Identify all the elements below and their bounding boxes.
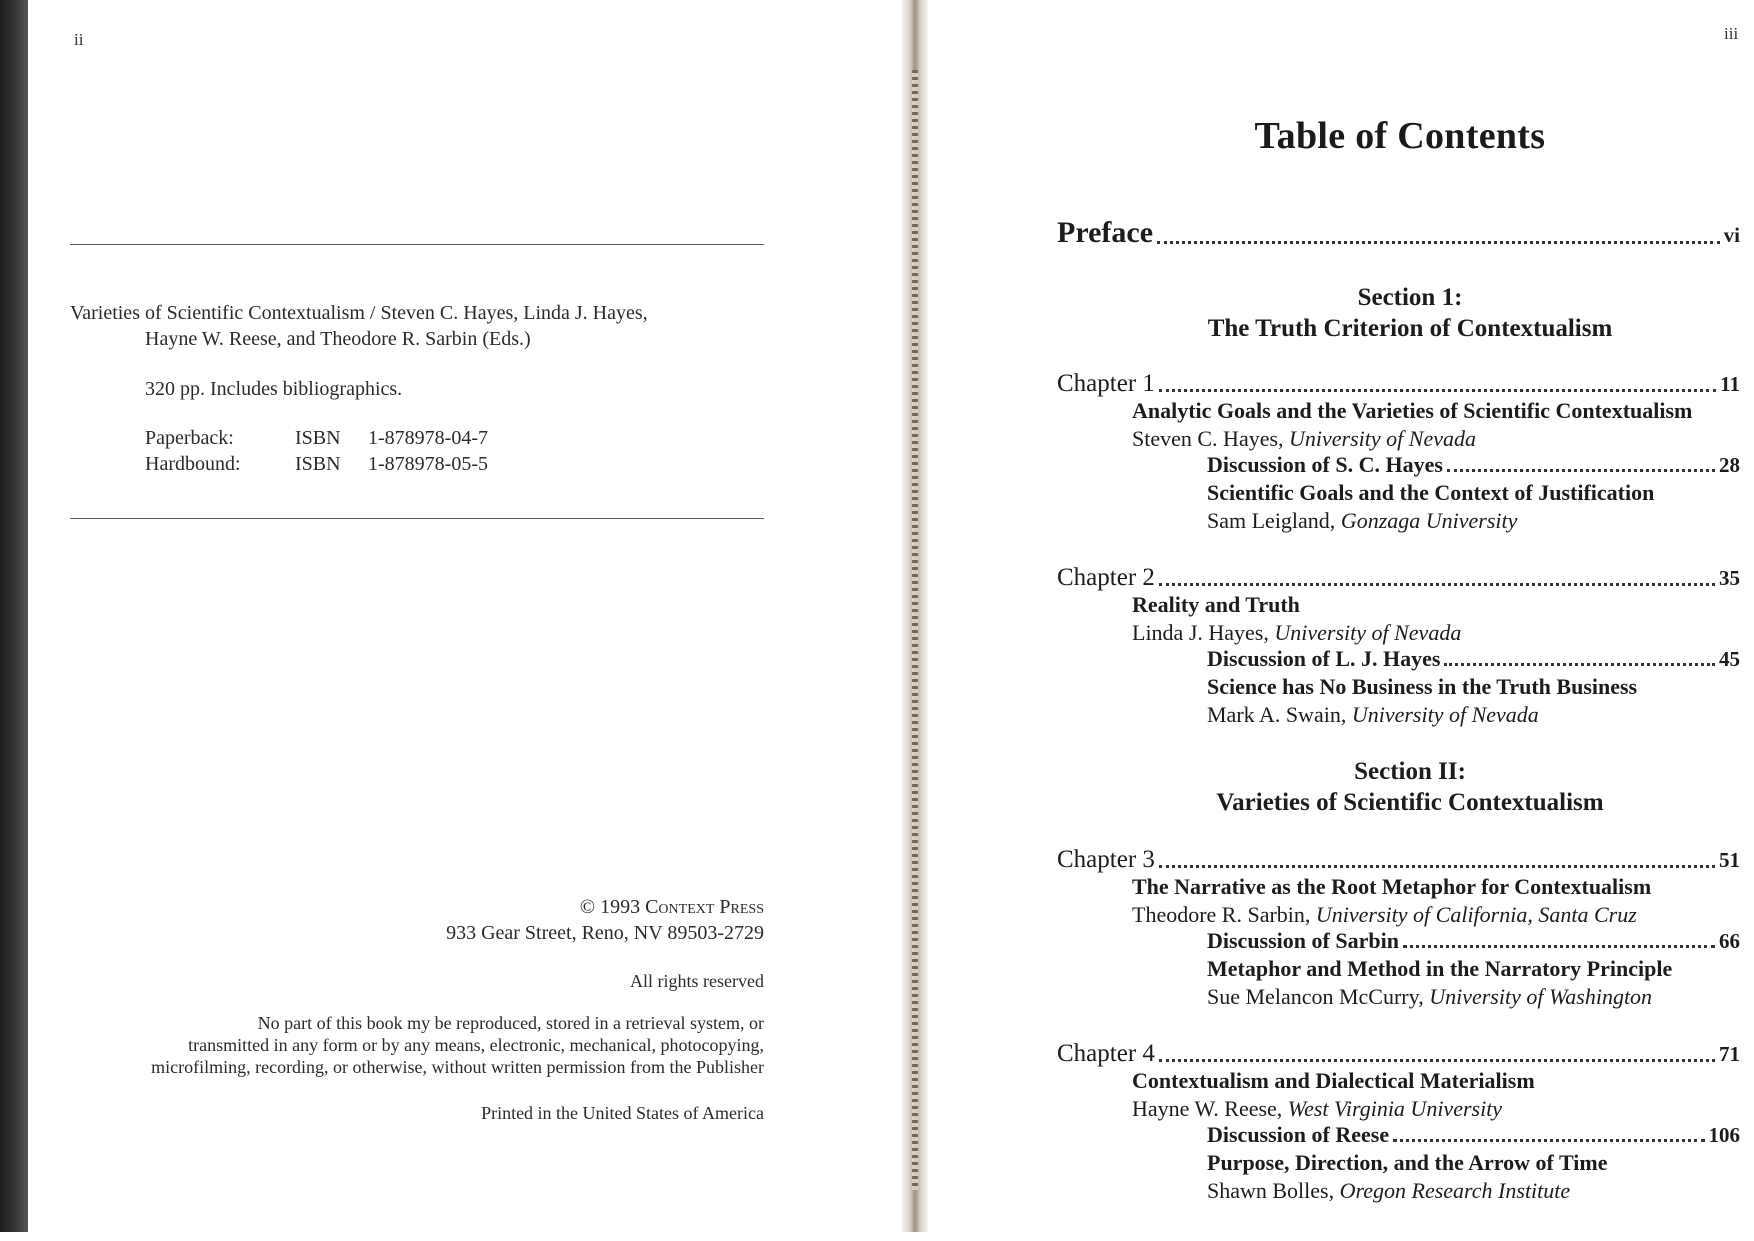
printed-in: Printed in the United States of America xyxy=(481,1103,764,1123)
chapter-title: The Narrative as the Root Metaphor for Contextualism xyxy=(1132,874,1652,899)
page-bottom-edge xyxy=(0,1232,1754,1241)
page-ref: 45 xyxy=(1719,647,1740,671)
chapter-author xyxy=(1132,426,1476,452)
author-name: Linda J. Hayes, xyxy=(1132,620,1269,645)
page-ref: 66 xyxy=(1719,929,1740,953)
section-label: Section 1: xyxy=(1357,284,1463,311)
chapter-title: Contextualism and Dialectical Materialism xyxy=(1132,1068,1535,1093)
dot-leader xyxy=(1159,1059,1715,1062)
dot-leader xyxy=(1159,583,1715,586)
author-affiliation: West Virginia University xyxy=(1287,1096,1503,1121)
pages-info: 320 pp. Includes bibliographics. xyxy=(145,378,403,400)
chapter-label: Chapter 3 xyxy=(1057,846,1155,873)
discussion-label: Discussion of Reese xyxy=(1207,1122,1390,1147)
dot-leader xyxy=(1393,1139,1704,1142)
section-subtitle: The Truth Criterion of Contextualism xyxy=(1207,315,1613,342)
isbn-label: ISBN xyxy=(295,453,341,475)
author-name: Theodore R. Sarbin, xyxy=(1132,902,1311,927)
citation-line-2: Hayne W. Reese, and Theodore R. Sarbin (Eds.) xyxy=(145,328,531,350)
binding-stitch xyxy=(912,70,918,1190)
chapter-title: Analytic Goals and the Varieties of Scientific Contextualism xyxy=(1132,398,1693,423)
page-ref: 71 xyxy=(1719,1042,1740,1066)
author-name: Hayne W. Reese, xyxy=(1132,1096,1283,1121)
isbn-label: ISBN xyxy=(295,427,341,449)
discussion-label: Discussion of S. C. Hayes xyxy=(1207,452,1443,477)
bottom-rule xyxy=(70,518,764,519)
dot-leader xyxy=(1403,945,1715,948)
isbn-number: 1-878978-05-5 xyxy=(368,453,488,475)
dot-leader xyxy=(1159,865,1715,868)
page-ref: 11 xyxy=(1720,372,1740,396)
author-affiliation: University of Nevada xyxy=(1351,702,1539,727)
notice-line: transmitted in any form or by any means, electronic, mechanical, photocopying, xyxy=(188,1035,764,1055)
chapter-label: Chapter 4 xyxy=(1057,1040,1155,1067)
response-title: Science has No Business in the Truth Business xyxy=(1207,674,1638,699)
page-number-left: ii xyxy=(74,30,84,49)
dot-leader xyxy=(1447,469,1715,472)
publisher-name: Context Press xyxy=(645,896,764,918)
copyright-year: © 1993 xyxy=(579,896,641,918)
response-author xyxy=(1207,1178,1570,1204)
author-affiliation: Oregon Research Institute xyxy=(1339,1178,1571,1203)
chapter-label: Chapter 2 xyxy=(1057,564,1155,591)
chapter-title: Reality and Truth xyxy=(1132,592,1300,617)
toc-entry-chapter[interactable] xyxy=(1057,846,1740,874)
section-label: Section II: xyxy=(1354,758,1466,785)
chapter-author xyxy=(1132,902,1637,928)
discussion-label: Discussion of L. J. Hayes xyxy=(1207,646,1441,671)
page-ref: 51 xyxy=(1719,848,1740,872)
toc-entry-chapter[interactable] xyxy=(1057,370,1740,398)
page-ref: 35 xyxy=(1719,566,1740,590)
toc-title: Table of Contents xyxy=(1254,115,1546,157)
dot-leader xyxy=(1157,241,1720,244)
toc-entry-chapter[interactable] xyxy=(1057,1040,1740,1068)
author-name: Shawn Bolles, xyxy=(1207,1178,1335,1203)
toc-entry-discussion[interactable] xyxy=(1207,646,1740,672)
response-title: Metaphor and Method in the Narratory Principle xyxy=(1207,956,1673,981)
isbn-number: 1-878978-04-7 xyxy=(368,427,488,449)
toc-entry-discussion[interactable] xyxy=(1207,1122,1740,1148)
dot-leader xyxy=(1444,663,1715,666)
author-affiliation: University of California, Santa Cruz xyxy=(1315,902,1637,927)
response-title: Scientific Goals and the Context of Justification xyxy=(1207,480,1655,505)
toc-entry-preface[interactable] xyxy=(1057,216,1740,250)
publisher-address: 933 Gear Street, Reno, NV 89503-2729 xyxy=(446,922,764,944)
book-spine-edge xyxy=(0,0,28,1241)
dot-leader xyxy=(1159,389,1716,392)
isbn-format: Paperback: xyxy=(145,427,234,449)
author-name: Sue Melancon McCurry, xyxy=(1207,984,1424,1009)
chapter-author xyxy=(1132,620,1461,646)
response-author xyxy=(1207,702,1539,728)
rights-reserved: All rights reserved xyxy=(630,971,764,991)
chapter-label: Chapter 1 xyxy=(1057,370,1155,397)
section-1-heading xyxy=(1150,282,1670,344)
author-affiliation: University of Nevada xyxy=(1274,620,1462,645)
citation-line-1: Varieties of Scientific Contextualism / Steven C. Hayes, Linda J. Hayes, xyxy=(70,302,648,324)
page-ref: vi xyxy=(1723,223,1740,247)
author-name: Steven C. Hayes, xyxy=(1132,426,1284,451)
chapter-author xyxy=(1132,1096,1502,1122)
section-2-heading xyxy=(1150,756,1670,818)
isbn-format: Hardbound: xyxy=(145,453,241,475)
notice-line: microfilming, recording, or otherwise, without written permission from the Publisher xyxy=(151,1057,764,1077)
page-ref: 28 xyxy=(1719,453,1740,477)
author-name: Mark A. Swain, xyxy=(1207,702,1347,727)
author-affiliation: University of Washington xyxy=(1429,984,1653,1009)
preface-label: Preface xyxy=(1057,216,1154,249)
author-affiliation: Gonzaga University xyxy=(1340,508,1518,533)
response-title: Purpose, Direction, and the Arrow of Time xyxy=(1207,1150,1608,1175)
toc-entry-discussion[interactable] xyxy=(1207,928,1740,954)
response-author xyxy=(1207,508,1517,534)
copyright-line xyxy=(580,894,764,920)
author-name: Sam Leigland, xyxy=(1207,508,1336,533)
discussion-label: Discussion of Sarbin xyxy=(1207,928,1399,953)
toc-entry-chapter[interactable] xyxy=(1057,564,1740,592)
top-rule xyxy=(70,244,764,245)
page-ref: 106 xyxy=(1708,1123,1740,1147)
notice-line: No part of this book my be reproduced, stored in a retrieval system, or xyxy=(257,1013,764,1033)
toc-entry-discussion[interactable] xyxy=(1207,452,1740,478)
page-number-right: iii xyxy=(1724,24,1739,43)
response-author xyxy=(1207,984,1652,1010)
section-subtitle: Varieties of Scientific Contextualism xyxy=(1216,789,1604,816)
author-affiliation: University of Nevada xyxy=(1289,426,1476,451)
